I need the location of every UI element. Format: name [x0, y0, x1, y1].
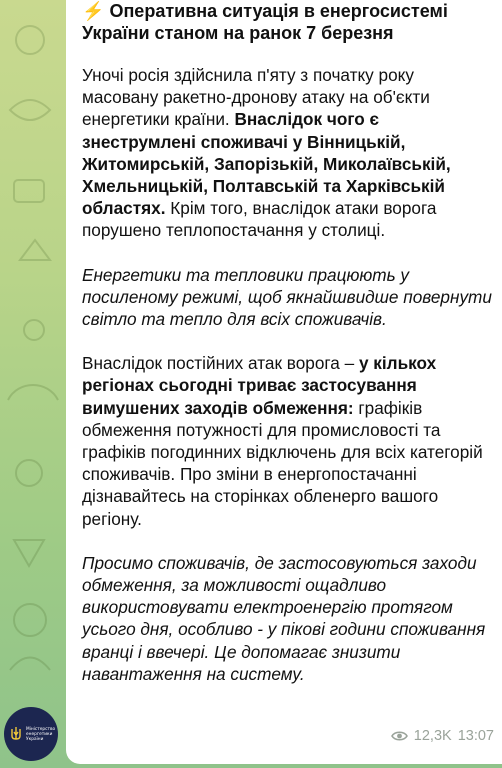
avatar-org-name: Міністерство енергетики України	[26, 726, 56, 742]
view-count: 12,3K	[413, 728, 452, 744]
message-title-text: Оперативна ситуація в енергосистемі України станом на ранок 7 березня	[82, 1, 448, 43]
lightning-icon: ⚡️	[82, 1, 105, 21]
message-bubble[interactable]	[66, 0, 502, 764]
paragraph-3-bold: у кількох регіонах сьогодні триває застосування вимушених заходів обмеження:	[82, 353, 437, 418]
message-time: 13:07	[457, 728, 494, 744]
paragraph-4: Просимо споживачів, де застосовуються заходи обмеження, за можливості ощадливо використовувати електроенергію протягом усього дня, особливо - у пікові години споживання вранці і ввечері. Це допомагає знизити навантаження на систему.	[82, 552, 486, 684]
trident-icon	[10, 726, 22, 742]
channel-avatar[interactable]	[4, 707, 58, 761]
paragraph-1	[82, 64, 492, 242]
paragraph-2: Енергетики та тепловики працюють у посиленому режимі, щоб якнайшвидше повернути світло та тепло для всіх споживачів.	[82, 264, 492, 330]
message-title	[82, 0, 492, 44]
paragraph-3-text-b: графіків обмеження потужності для промисловості та графіків погодинних відключень для всіх категорій споживачів. Про зміни в енергопостачанні дізнавайтесь на сторінках обленерго вашого регіону.	[82, 397, 483, 529]
paragraph-1-bold: Внаслідок чого є знеструмлені споживачі у Вінницькій, Житомирській, Запорізькій, Миколаївській, Хмельницькій, Полтавській та Харківській областях.	[82, 109, 451, 219]
paragraph-3-text-a: Внаслідок постійних атак ворога –	[82, 353, 359, 374]
eye-icon	[391, 730, 408, 742]
message-meta	[391, 728, 494, 744]
paragraph-1-text-b: Крім того, внаслідок атаки ворога порушено теплопостачання у столиці.	[82, 198, 437, 241]
paragraph-1-text-a: Уночі росія здійснила п'яту з початку року масовану ракетно-дронову атаку на об'єкти енергетики країни.	[82, 65, 430, 130]
paragraph-3	[82, 352, 492, 530]
